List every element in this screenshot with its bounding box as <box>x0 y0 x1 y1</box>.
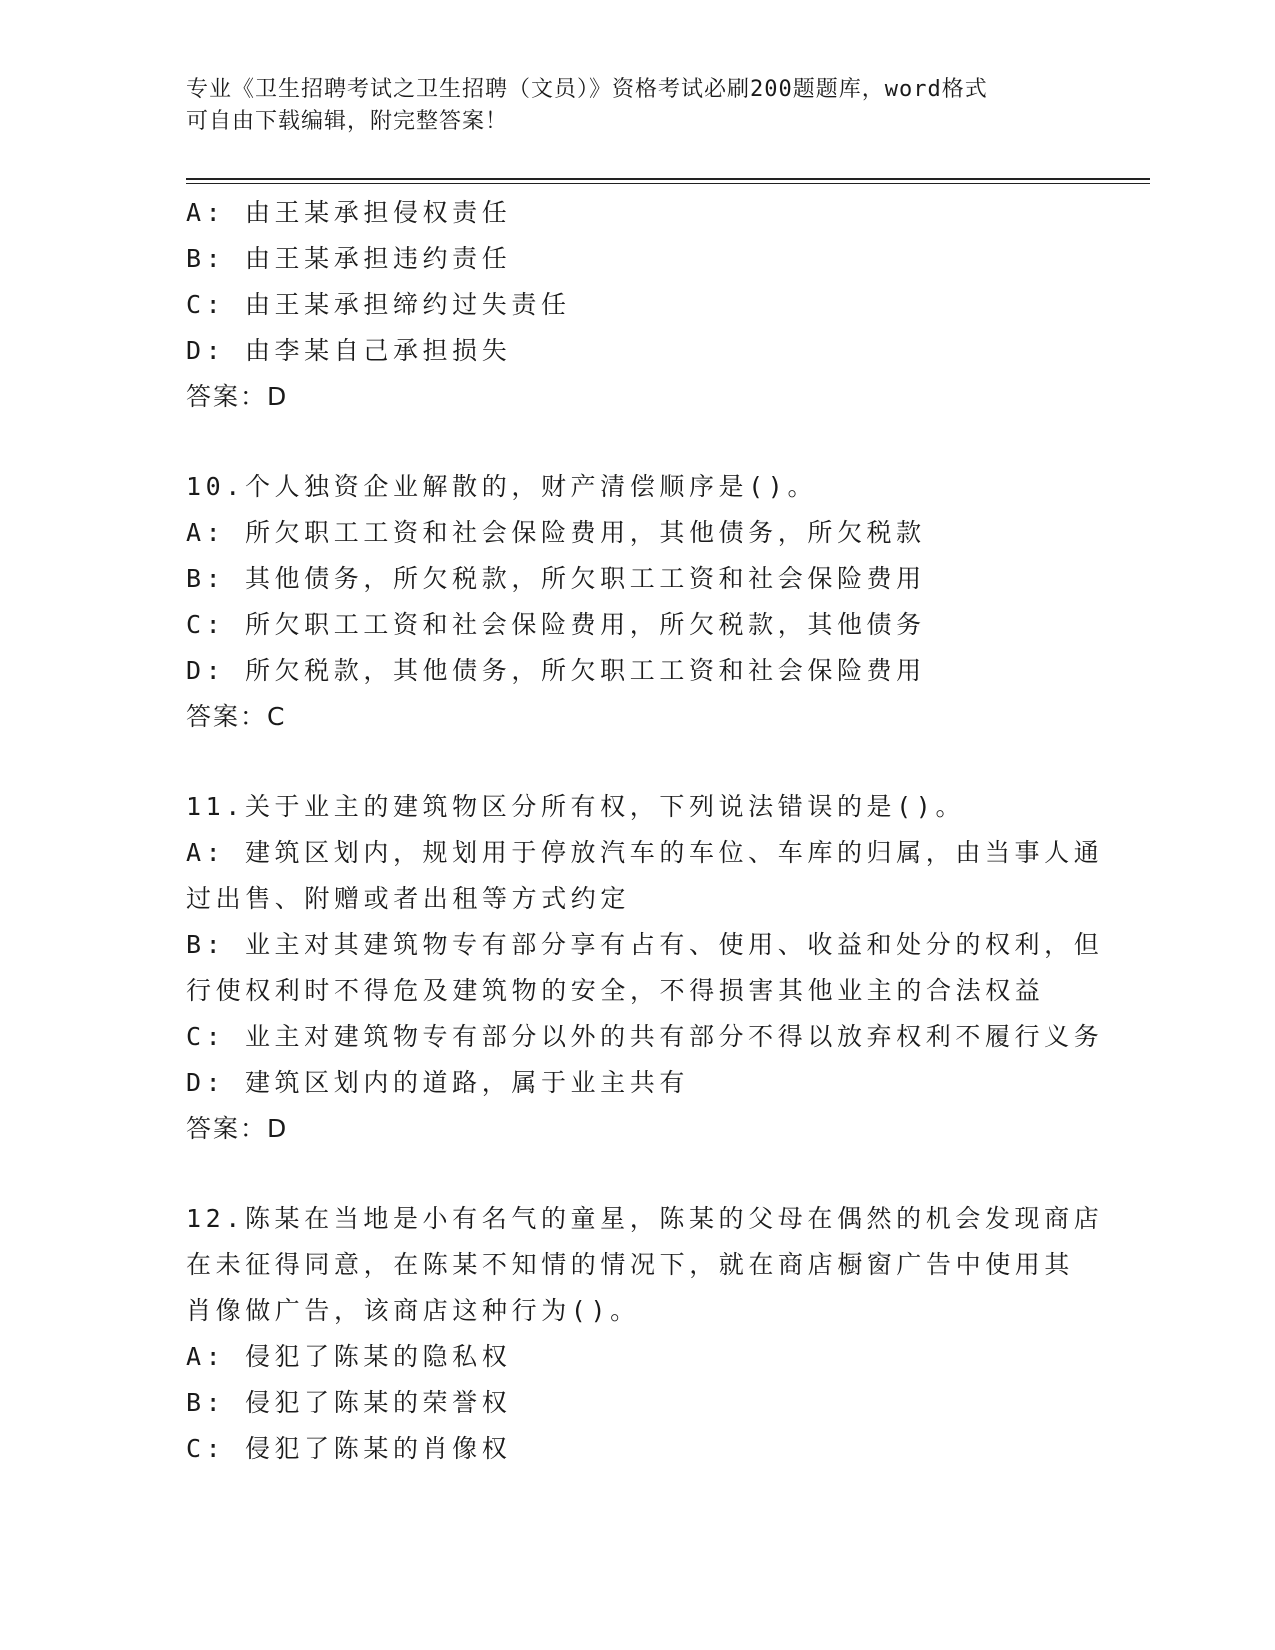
header-divider <box>186 178 1150 184</box>
question-stem-continued: 在未征得同意，在陈某不知情的情况下，就在商店橱窗广告中使用其 <box>186 1250 1075 1279</box>
option-c: C: 所欠职工工资和社会保险费用，所欠税款，其他债务 <box>186 610 926 639</box>
option-d: D: 所欠税款，其他债务，所欠职工工资和社会保险费用 <box>186 656 926 685</box>
question-stem: 12.陈某在当地是小有名气的童星，陈某的父母在偶然的机会发现商店 <box>186 1204 1104 1233</box>
option-a: A: 建筑区划内，规划用于停放汽车的车位、车库的归属，由当事人通 <box>186 838 1104 867</box>
question-10 <box>186 464 1086 740</box>
option-b: B: 其他债务，所欠税款，所欠职工工资和社会保险费用 <box>186 564 926 593</box>
document-header <box>186 74 1066 138</box>
option-a: A: 所欠职工工资和社会保险费用，其他债务，所欠税款 <box>186 518 926 547</box>
question-12 <box>186 1196 1104 1472</box>
option-a-continued: 过出售、附赠或者出租等方式约定 <box>186 884 631 913</box>
option-a: A: 侵犯了陈某的隐私权 <box>186 1342 512 1371</box>
question-9 <box>186 190 1086 420</box>
question-stem: 10.个人独资企业解散的，财产清偿顺序是()。 <box>186 472 818 501</box>
answer: 答案：C <box>186 702 287 731</box>
header-line: 专业《卫生招聘考试之卫生招聘（文员）》资格考试必刷200题题库，word格式 <box>186 77 988 102</box>
answer: 答案：D <box>186 382 289 411</box>
option-b: B: 业主对其建筑物专有部分享有占有、使用、收益和处分的权利，但 <box>186 930 1104 959</box>
option-d: D: 建筑区划内的道路，属于业主共有 <box>186 1068 689 1097</box>
option-a: A: 由王某承担侵权责任 <box>186 198 512 227</box>
question-11 <box>186 784 1104 1152</box>
question-stem-continued: 肖像做广告，该商店这种行为()。 <box>186 1296 640 1325</box>
option-c: C: 业主对建筑物专有部分以外的共有部分不得以放弃权利不履行义务 <box>186 1022 1104 1051</box>
option-b-continued: 行使权利时不得危及建筑物的安全，不得损害其他业主的合法权益 <box>186 976 1045 1005</box>
answer: 答案：D <box>186 1114 289 1143</box>
option-d: D: 由李某自己承担损失 <box>186 336 512 365</box>
header-line: 可自由下载编辑，附完整答案！ <box>186 109 509 134</box>
option-c: C: 侵犯了陈某的肖像权 <box>186 1434 512 1463</box>
question-content <box>186 190 1104 1472</box>
question-stem: 11.关于业主的建筑物区分所有权，下列说法错误的是()。 <box>186 792 966 821</box>
option-b: B: 侵犯了陈某的荣誉权 <box>186 1388 512 1417</box>
option-c: C: 由王某承担缔约过失责任 <box>186 290 571 319</box>
option-b: B: 由王某承担违约责任 <box>186 244 512 273</box>
